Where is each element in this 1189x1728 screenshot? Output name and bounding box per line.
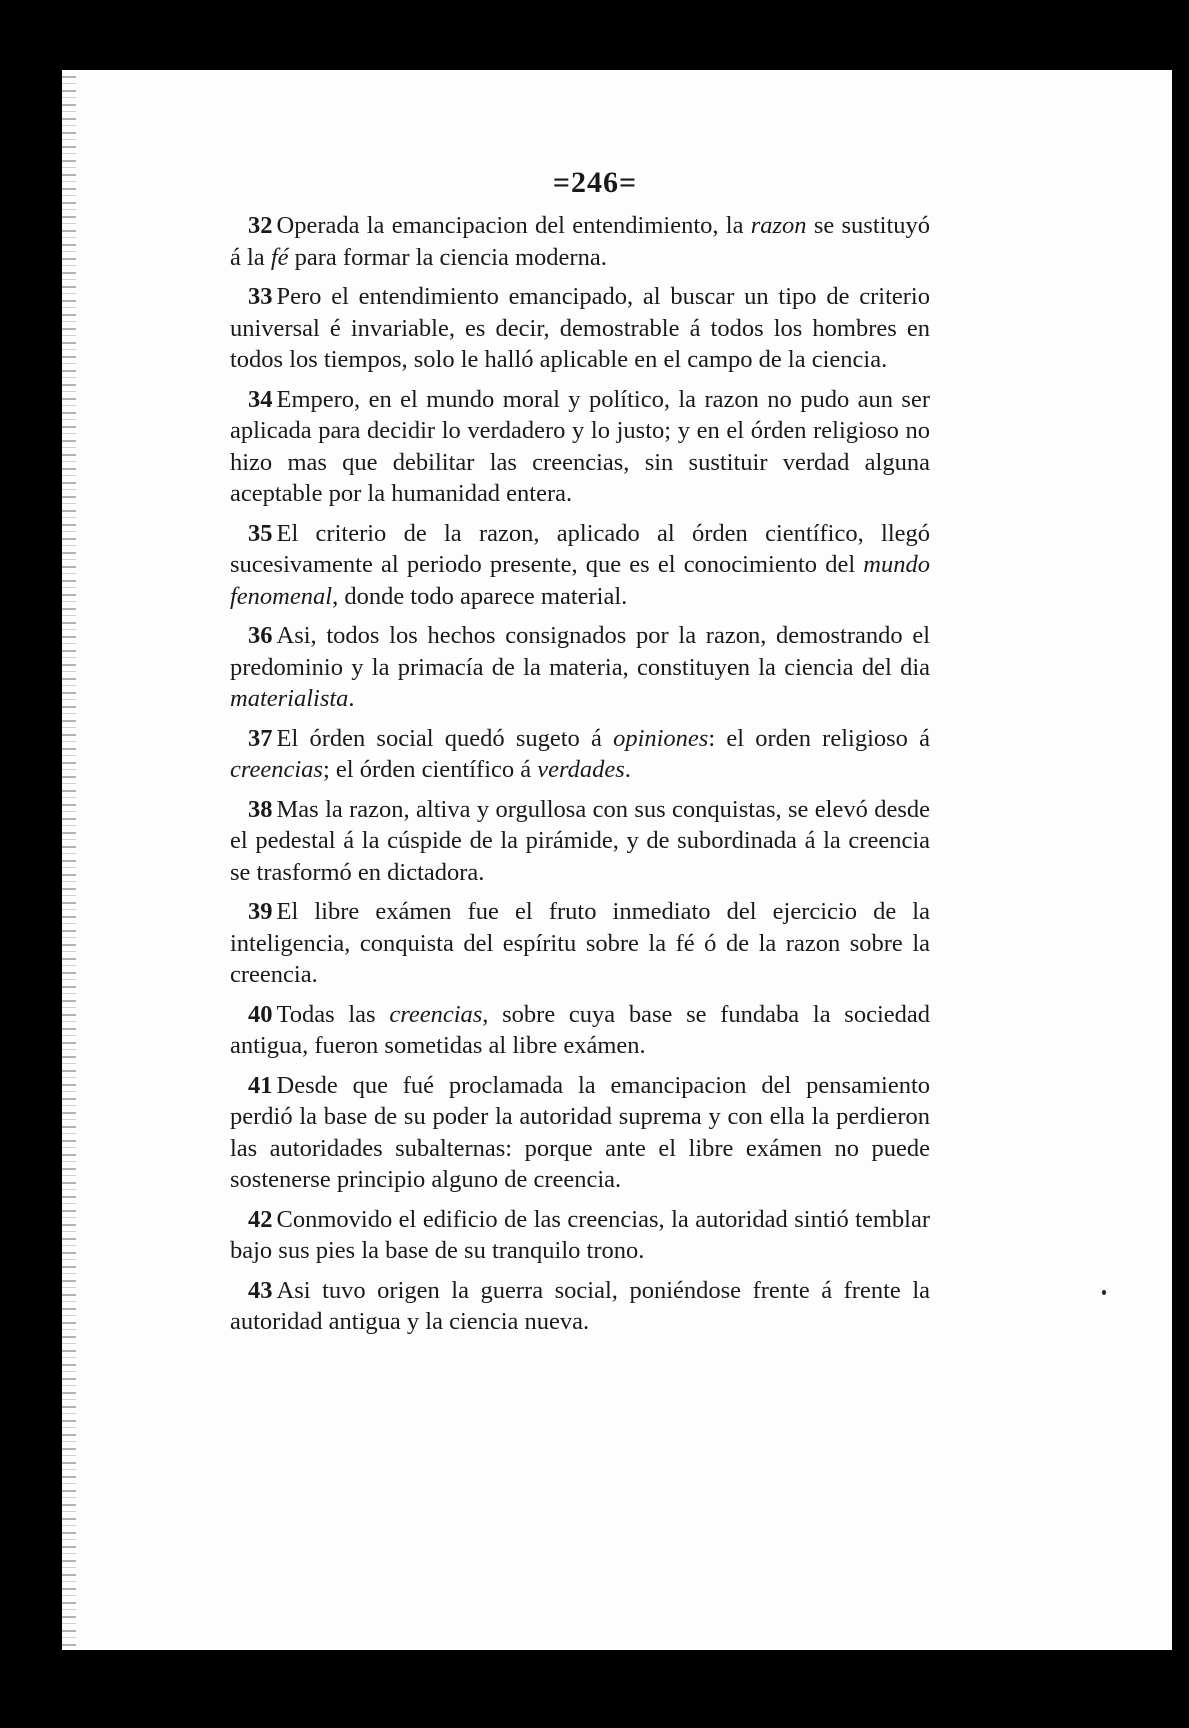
paragraph-number: 42: [248, 1205, 273, 1233]
paragraph-text: Asi, todos los hechos consignados por la razon, demostrando el predominio y la primacía de la materia, constituyen la ciencia del dia: [230, 622, 930, 681]
paragraph-40: [230, 999, 930, 1062]
italic-text: mundo fenomenal: [230, 551, 930, 610]
paragraph-43: [230, 1275, 930, 1338]
paragraph-text: El libre exámen fue el fruto inmediato del ejercicio de la inteligencia, conquista del espíritu sobre la fé ó de la razon sobre la creencia.: [230, 898, 930, 988]
paragraph-text: Empero, en el mundo moral y político, la razon no pudo aun ser aplicada para decidir lo verdadero y lo justo; y en el órden religioso no hizo mas que debilitar las creencias, sin sustituir verdad alguna aceptable por la humanidad entera.: [230, 385, 930, 507]
paragraph-text: Asi tuvo origen la guerra social, poniéndose frente á frente la autoridad antigua y la ciencia nueva.: [230, 1276, 930, 1335]
italic-text: materialista: [230, 685, 349, 712]
paragraph-33: [230, 281, 930, 376]
italic-text: razon: [750, 212, 807, 239]
paragraph-number: 41: [248, 1071, 273, 1099]
paragraph-text: : el orden religioso á: [708, 724, 930, 752]
paragraph-number: 38: [248, 795, 273, 823]
paragraph-text: se sustituyó á la: [230, 212, 931, 271]
paragraph-number: 43: [248, 1276, 273, 1304]
ink-speck: [1102, 1290, 1106, 1295]
paragraph-37: [230, 723, 930, 786]
paragraph-number: 37: [248, 724, 273, 752]
italic-text: creencias: [230, 756, 323, 783]
paragraph-number: 34: [248, 385, 273, 413]
paragraph-number: 35: [248, 519, 273, 547]
paragraph-text: Mas la razon, altiva y orgullosa con sus conquistas, se elevó desde el pedestal á la cúspide de la pirámide, y de subordinada á la creencia se trasformó en dictadora.: [230, 795, 930, 886]
paragraph-number: 33: [248, 283, 273, 310]
page-gutter: [62, 70, 76, 1650]
paragraph-36: [230, 620, 930, 715]
paragraph-text: para formar la ciencia moderna.: [288, 243, 607, 271]
paragraph-41: [230, 1070, 930, 1196]
paragraph-text: Operada la emancipacion del entendimiento, la: [276, 212, 751, 239]
paragraph-42: [230, 1204, 930, 1267]
paragraph-text: ; el órden científico á: [322, 756, 538, 783]
italic-text: opiniones: [613, 724, 709, 752]
paragraph-text: .: [348, 685, 355, 712]
italic-text: fé: [270, 243, 289, 271]
paragraph-35: [230, 518, 930, 613]
italic-text: creencias: [389, 1000, 483, 1028]
text-block: [230, 166, 930, 1346]
paragraph-text: Conmovido el edificio de las creencias, la autoridad sintió temblar bajo sus pies la base de su tranquilo trono.: [230, 1205, 930, 1264]
paragraph-39: [230, 896, 930, 991]
paragraph-number: 36: [248, 622, 273, 649]
paragraph-text: , donde todo aparece material.: [332, 582, 628, 610]
paragraph-text: , sobre cuya base se fundaba la sociedad antigua, fueron sometidas al libre exámen.: [230, 1000, 931, 1059]
paragraph-34: [230, 384, 930, 510]
paragraph-number: 39: [248, 898, 273, 925]
paragraph-text: El criterio de la razon, aplicado al órden científico, llegó sucesivamente al periodo presente, que es el conocimiento del: [230, 519, 930, 578]
paragraph-text: .: [624, 756, 631, 783]
paragraph-number: 40: [248, 1000, 273, 1028]
book-page: [62, 70, 1172, 1650]
paragraph-text: El órden social quedó sugeto á: [276, 724, 614, 752]
paragraph-text: Pero el entendimiento emancipado, al buscar un tipo de criterio universal é invariable, es decir, demostrable á todos los hombres en todos los tiempos, solo le halló aplicable en el campo de la ciencia.: [230, 283, 930, 373]
paragraph-text: Desde que fué proclamada la emancipacion del pensamiento perdió la base de su poder la autoridad suprema y con ella la perdieron las autoridades subalternas: porque ante el libre exámen no puede sostenerse principio alguno de creencia.: [230, 1071, 930, 1193]
paragraph-number: 32: [248, 212, 273, 239]
page-number: =246=: [552, 166, 638, 199]
paragraph-38: [230, 794, 930, 889]
paragraph-text: Todas las: [276, 1000, 390, 1028]
paragraph-list: [230, 210, 930, 1338]
paragraph-32: [230, 210, 930, 273]
italic-text: verdades: [537, 756, 625, 783]
